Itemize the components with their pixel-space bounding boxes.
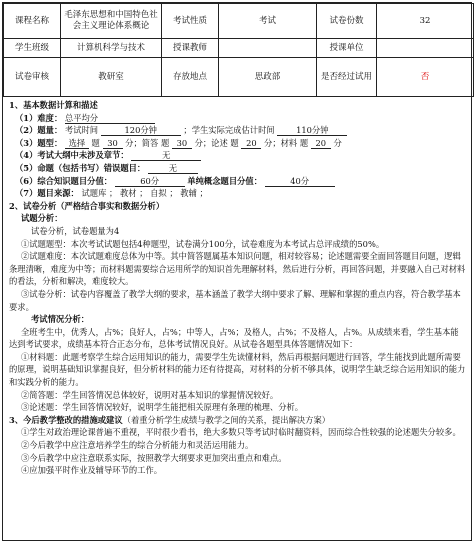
paper-coverage-para: ③试卷分析：试卷内容覆盖了教学大纲的要求，基本涵盖了教学大纲中要求了解、理解和掌握的重点内容，符合教学基本要求。 bbox=[9, 288, 461, 312]
difficulty-value: 总平均分 bbox=[65, 113, 155, 124]
outline-line bbox=[9, 149, 466, 162]
used-label: 是否经过试用 bbox=[317, 58, 377, 97]
exam-stats-para: 全班考生中，优秀人，占%；良好人，占%；中等人，占%；及格人，占%；不及格人，占%。从成绩来看，学生基本能达到考试要求，成绩基本符合正态分布，总体考试情况良好。从试卷各题型具体答题情况如下： bbox=[9, 326, 459, 350]
type-choice-unit: 分；简答 bbox=[125, 137, 159, 148]
error-label: （5）命题（包括书写）错误题目： bbox=[15, 162, 146, 173]
error-value: 无 bbox=[148, 163, 198, 174]
outline-value: 无 bbox=[131, 150, 201, 161]
source-value: 试题库 ； 教材 ； 自拟 ； 教辅 ； bbox=[81, 188, 208, 199]
exam-type-label: 考试性质 bbox=[162, 4, 219, 39]
time-value1: 120分钟 bbox=[101, 125, 181, 136]
type-choice: 选择 bbox=[65, 138, 89, 149]
time-text1: 考试时间 bbox=[64, 125, 99, 136]
class-label: 学生班级 bbox=[4, 39, 61, 58]
type-essay-unit: 分；材料 bbox=[264, 137, 298, 148]
concept-label: 单纯概念题目分值： bbox=[187, 175, 263, 186]
copies-value: 32 bbox=[377, 4, 474, 39]
time-line bbox=[9, 124, 466, 137]
suggestion-1: ①学生对政治理论课普遍不重视，平时很少看书，绝大多数只等考试时临时翻资料，因而综合性较强的论述题失分较多。 bbox=[21, 427, 461, 438]
difficulty-label: （1）难度： bbox=[15, 112, 63, 123]
paper-type-para: ①试题题型：本次考试试题包括4种题型，试卷满分100分，试卷难度为本考试占总评成绩的50%。 bbox=[21, 238, 385, 249]
exam-analysis-sheet bbox=[2, 2, 472, 541]
header-table bbox=[3, 3, 474, 97]
type-mat-unit: 分 bbox=[333, 137, 342, 148]
storage-label: 存放地点 bbox=[162, 58, 219, 97]
type-essay-v: 题 bbox=[230, 137, 239, 148]
type-label: （3）题型： bbox=[15, 137, 63, 148]
class-value: 计算机科学与技术 bbox=[61, 39, 162, 58]
review-value: 教研室 bbox=[61, 58, 162, 97]
suggestion-3: ③今后教学中应注意联系实际，按照教学大纲要求更加突出重点和难点。 bbox=[21, 452, 287, 463]
review-label: 试卷审核 bbox=[4, 58, 61, 97]
type-mat-n: 20 bbox=[311, 138, 331, 149]
used-value: 否 bbox=[377, 58, 474, 97]
score-value: 60分 bbox=[115, 176, 185, 187]
storage-value: 思政部 bbox=[219, 58, 317, 97]
section1-title: 1、基本数据计算和描述 bbox=[9, 100, 98, 110]
exam-type-value: 考试 bbox=[219, 4, 317, 39]
unit-label: 授课单位 bbox=[317, 39, 377, 58]
teacher-label: 授课教师 bbox=[162, 39, 219, 58]
type-mat-v: 题 bbox=[299, 137, 309, 148]
concept-value: 40分 bbox=[265, 176, 335, 187]
time-text2: ；学生实际完成估计时间 bbox=[183, 125, 275, 136]
course-name-label: 课程名称 bbox=[4, 4, 61, 39]
copies-label: 试卷份数 bbox=[317, 4, 377, 39]
unit-value bbox=[377, 39, 474, 58]
source-label: （7）题目来源： bbox=[15, 188, 79, 199]
short-answer-para: ②简答题：学生回答情况总体较好，说明对基本知识的掌握情况较好。 bbox=[21, 389, 279, 400]
material-question-para: ①材料题：此题考察学生综合运用知识的能力，需要学生先读懂材料，然后再根据问题进行回答，学生能找到此题所需要的原理，说明基础知识掌握良好，但分析材料的能力还有待提高，对材料的分析不够具体，说明学生缺乏综合运用知识的能力和实践分析的能力。 bbox=[9, 351, 466, 388]
type-choice-v: 题 bbox=[91, 137, 100, 148]
paper-difficulty-para: ②试题难度：本次试题难度总体为中等。其中简答题属基本知识问题，相对较容易；论述题需要全面回答题目问题，逻辑条理清晰，难度为中等；而材料题需要综合运用所学的知识首先理解材料，然后进行分析，再回答问题，并要融入自己对材料的看法，分析和解决，难度较大。 bbox=[9, 251, 466, 287]
source-line bbox=[9, 187, 466, 200]
section3-title: 3、今后教学整改的措施或建议 bbox=[9, 414, 123, 425]
exam-analysis-title: 考试情况分析： bbox=[31, 314, 90, 325]
difficulty-line bbox=[9, 112, 466, 125]
section3-title-line bbox=[9, 414, 466, 427]
type-essay-n: 20 bbox=[241, 138, 261, 149]
paper-analysis-title: 试题分析： bbox=[21, 213, 63, 224]
type-short-n: 30 bbox=[172, 138, 192, 149]
type-choice-n: 30 bbox=[103, 138, 123, 149]
course-name-value: 毛泽东思想和中国特色社会主义理论体系概论 bbox=[61, 4, 162, 39]
teacher-value bbox=[219, 39, 317, 58]
score-line bbox=[9, 175, 466, 188]
suggestion-4: ④应加强平时作业及辅导环节的工作。 bbox=[21, 465, 163, 476]
suggestion-2: ②今后教学中应注意培养学生的综合分析能力和灵活运用能力。 bbox=[21, 440, 254, 451]
score-label: （6）综合知识题目分值： bbox=[15, 175, 113, 186]
outline-label: （4）考试大纲中未涉及章节： bbox=[15, 150, 129, 161]
paper-analysis-lead: 试卷分析，试卷题量为4 bbox=[31, 225, 120, 236]
type-short-v: 题 bbox=[160, 137, 170, 148]
analysis-content bbox=[3, 97, 471, 477]
type-short-unit: 分；论述 bbox=[194, 137, 228, 148]
time-value2: 110分钟 bbox=[277, 125, 347, 136]
section2-title: 2、试卷分析（严格结合事实和数据分析） bbox=[9, 200, 165, 211]
error-line bbox=[9, 162, 466, 175]
section3-subtitle: （着重分析学生成绩与教学之间的关系，提出解决方案） bbox=[122, 414, 331, 425]
question-type-line bbox=[9, 137, 466, 150]
essay-para: ③论述题：学生回答情况较好，说明学生能把相关原理有条理的梳理、分析。 bbox=[21, 402, 304, 413]
time-label: （2）题量： bbox=[15, 125, 63, 136]
